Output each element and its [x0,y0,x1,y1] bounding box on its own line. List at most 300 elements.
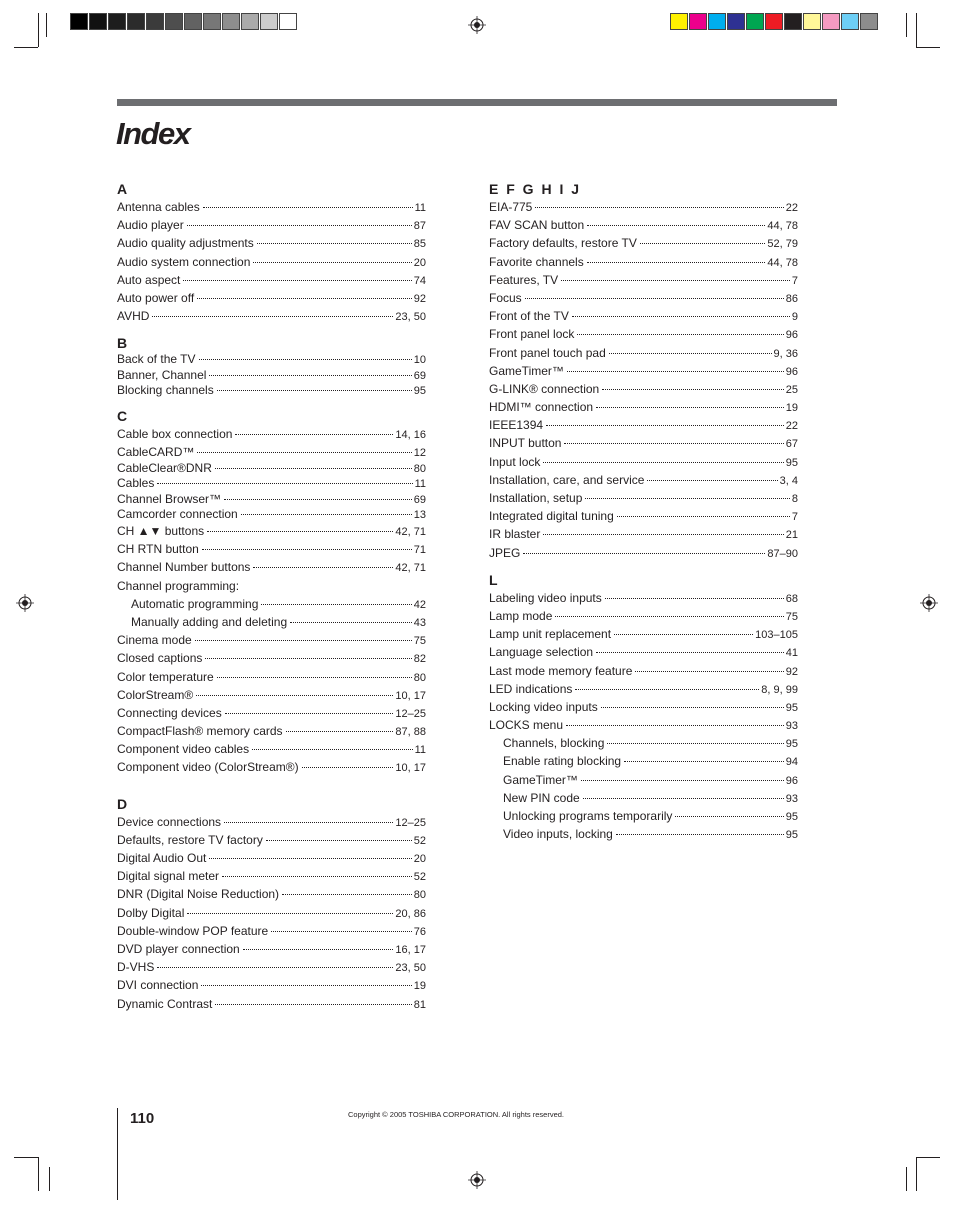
index-entry [117,758,426,776]
index-page-ref: 20, 86 [395,907,426,920]
index-term: CompactFlash® memory cards [117,724,283,739]
dot-leader [205,658,411,659]
dot-leader [675,816,783,817]
dot-leader [561,280,790,281]
index-entry [117,540,426,558]
index-page-ref: 69 [413,369,426,382]
dot-leader [202,549,412,550]
index-entry [117,613,426,631]
color-swatch [670,13,688,30]
index-entry [117,649,426,667]
index-page-ref: 68 [785,592,798,605]
index-page-ref: 9, 36 [773,347,798,360]
dot-leader [617,516,790,517]
index-page-ref: 23, 50 [395,962,426,975]
dot-leader [607,743,783,744]
dot-leader [587,225,765,226]
index-page-ref: 10 [413,354,426,367]
dot-leader [222,876,412,877]
index-page-ref: 95 [785,701,798,714]
index-term: D-VHS [117,960,155,975]
page-title: Index [116,116,190,151]
dot-leader [647,480,777,481]
index-term: Cables [117,476,155,491]
index-term: DNR (Digital Noise Reduction) [117,887,280,902]
dot-leader [217,677,412,678]
index-term: HDMI™ connection [489,400,594,415]
index-page-ref: 7 [791,511,798,524]
index-term: Factory defaults, restore TV [489,236,637,251]
dot-leader [243,949,394,950]
index-entry [489,362,798,380]
index-term: Focus [489,290,522,305]
index-page-ref: 41 [785,647,798,660]
dot-leader [261,604,411,605]
index-term: Component video (ColorStream®) [117,760,299,775]
index-entry [489,825,798,843]
index-page-ref: 11 [414,202,426,214]
dot-leader [253,262,411,263]
index-entry [489,734,798,752]
index-term: Language selection [489,645,594,660]
index-term: Connecting devices [117,705,222,720]
section-letter: A [117,181,130,197]
index-term: JPEG [489,545,521,560]
index-term: Color temperature [117,669,214,684]
index-entry [489,289,798,307]
dot-leader [602,389,784,390]
index-entry [489,434,798,452]
index-entry [489,453,798,471]
index-page-ref: 95 [785,829,798,842]
dot-leader [253,567,393,568]
index-page-ref: 23, 50 [395,311,426,324]
index-entry [117,577,426,595]
dot-leader [596,652,784,653]
dot-leader [282,894,412,895]
index-entry [489,471,798,489]
dot-leader [577,334,783,335]
dot-leader [157,483,412,484]
index-term: Favorite channels [489,254,584,269]
index-page-ref: 11 [414,744,426,757]
index-entry [489,380,798,398]
index-entry [117,704,426,722]
dot-leader [523,553,765,554]
index-term: IR blaster [489,527,541,542]
section-letter: L [489,571,500,588]
index-entry [117,216,426,234]
index-entry [117,253,426,271]
index-term: Audio quality adjustments [117,236,254,251]
index-entry [117,722,426,740]
gray-swatch [184,13,202,30]
index-entry [489,344,798,362]
gray-swatch [70,13,88,30]
index-page-ref: 52 [413,871,426,884]
index-term: Device connections [117,814,222,829]
dot-leader [543,534,783,535]
index-term: Defaults, restore TV factory [117,832,263,847]
index-page-ref: 20 [413,853,426,865]
index-term: Locking video inputs [489,699,598,714]
index-entry [489,325,798,343]
index-entry [489,525,798,543]
section-letter: B [117,335,130,352]
index-entry [489,752,798,770]
dot-leader [616,834,784,835]
dot-leader [252,749,412,750]
index-column-left [117,180,426,1013]
dot-leader [209,858,411,859]
index-page-ref: 14, 16 [395,428,426,441]
index-term: EIA-775 [489,200,533,214]
dot-leader [581,780,784,781]
index-entry [489,507,798,525]
index-entry [117,198,426,216]
index-term: Video inputs, locking [503,827,613,842]
index-page-ref: 42 [413,598,426,611]
index-entry [489,234,798,252]
index-entry [489,589,798,607]
index-term: Channel Number buttons [117,560,251,575]
dot-leader [271,931,412,932]
index-entry [117,476,426,491]
index-term: DVI connection [117,978,199,993]
index-term: Double-window POP feature [117,923,269,938]
index-page-ref: 93 [785,792,798,805]
index-page-ref: 95 [785,738,798,751]
index-page-ref: 96 [785,329,798,342]
dot-leader [564,443,783,444]
index-term: Lamp unit replacement [489,627,612,642]
index-page-ref: 42, 71 [395,562,426,575]
color-swatch [727,13,745,30]
index-term: Digital Audio Out [117,851,207,865]
index-page-ref: 86 [785,292,798,305]
index-page-ref: 80 [413,671,426,684]
index-entry [489,271,798,289]
index-term: CH RTN button [117,542,199,557]
index-entry [117,631,426,649]
dot-leader [290,622,412,623]
index-entry [489,698,798,716]
index-page-ref: 43 [413,616,426,629]
index-entry [489,216,798,234]
index-term: INPUT button [489,436,562,451]
index-entry [489,544,798,562]
dot-leader [566,725,784,726]
index-term: Automatic programming [131,596,259,611]
dot-leader [187,225,412,226]
section-letter: D [117,795,130,812]
index-term: Camcorder connection [117,506,238,521]
dot-leader [217,390,412,391]
index-term: Last mode memory feature [489,663,633,678]
index-term: Auto aspect [117,272,181,287]
index-term: CH ▲▼ buttons [117,524,205,538]
index-term: Input lock [489,454,541,469]
index-term: Back of the TV [117,352,196,367]
index-term: Installation, setup [489,491,583,505]
registration-mark-bottom-icon [468,1171,486,1189]
index-page-ref: 12–25 [395,707,426,720]
index-term: Channels, blocking [503,736,605,751]
index-term: Antenna cables [117,200,200,214]
index-entry [489,253,798,271]
index-page-ref: 80 [413,463,426,476]
index-entry [117,289,426,307]
index-term: Blocking channels [117,382,214,397]
index-page-ref: 12–25 [395,816,426,829]
index-page-ref: 52, 79 [767,238,798,251]
index-page-ref: 21 [785,529,798,542]
dot-leader [195,640,412,641]
dot-leader [215,1004,411,1005]
dot-leader [583,798,784,799]
index-entry [117,443,426,461]
dot-leader [302,767,394,768]
index-term: AVHD [117,309,150,324]
index-term: Dynamic Contrast [117,996,213,1011]
index-entry [489,680,798,698]
index-entry [489,789,798,807]
dot-leader [587,262,766,263]
gray-swatch [203,13,221,30]
index-page-ref: 7 [791,274,798,287]
color-swatch [860,13,878,30]
index-term: Auto power off [117,290,195,305]
index-entry [489,198,798,216]
index-term: Labeling video inputs [489,590,602,605]
dot-leader [196,695,393,696]
index-page-ref: 103–105 [755,629,798,642]
index-entry [117,813,426,831]
gray-swatch [260,13,278,30]
dot-leader [215,468,412,469]
dot-leader [567,371,784,372]
index-page-ref: 8, 9, 99 [761,683,798,696]
index-entry [117,831,426,849]
index-term: Channel programming: [117,578,240,593]
dot-leader [535,207,783,208]
index-entry [117,595,426,613]
index-term: CableCARD™ [117,445,195,460]
gray-swatch [89,13,107,30]
index-term: FAV SCAN button [489,218,585,233]
index-entry [489,607,798,625]
dot-leader [197,298,412,299]
index-entry [117,867,426,885]
index-entry [117,668,426,686]
index-entry [489,771,798,789]
index-entry [117,425,426,443]
index-page-ref: 9 [791,311,798,324]
index-page-ref: 52 [413,834,426,847]
index-page-ref: 95 [785,456,798,469]
dot-leader [257,243,412,244]
color-swatch [746,13,764,30]
index-entry [117,995,426,1013]
copyright-notice: Copyright © 2005 TOSHIBA CORPORATION. All rights reserved. [348,1110,565,1119]
dot-leader [572,316,790,317]
index-entry [117,904,426,922]
index-entry [489,643,798,661]
dot-leader [546,425,784,426]
index-entry [117,234,426,252]
index-entry [117,558,426,576]
index-entry [489,716,798,734]
color-swatch [765,13,783,30]
index-entry [117,522,426,540]
gray-swatch [146,13,164,30]
index-term: G-LINK® connection [489,381,600,396]
index-entry [117,976,426,994]
dot-leader [605,598,784,599]
index-page-ref: 13 [413,508,426,521]
index-page-ref: 93 [785,720,798,733]
dot-leader [225,713,394,714]
index-entry [117,507,426,522]
index-page-ref: 74 [413,274,426,287]
dot-leader [640,243,766,244]
index-entry [117,922,426,940]
index-term: Front panel lock [489,327,575,342]
page-number: 110 [130,1110,155,1127]
dot-leader [543,462,783,463]
index-entry [117,940,426,958]
index-page-ref: 22 [785,202,798,214]
section-letter: E F G H I J [489,181,582,197]
index-term: Audio system connection [117,254,251,269]
dot-leader [575,689,759,690]
index-term: GameTimer™ [503,772,578,787]
color-swatch [822,13,840,30]
index-term: GameTimer™ [489,363,564,378]
index-page-ref: 96 [785,774,798,787]
dot-leader [201,985,411,986]
color-swatch [803,13,821,30]
index-page-ref: 19 [413,980,426,993]
index-page-ref: 75 [785,610,798,623]
dot-leader [241,514,412,515]
index-page-ref: 81 [413,998,426,1011]
index-page-ref: 87–90 [767,547,798,560]
index-page-ref: 44, 78 [767,256,798,269]
index-page-ref: 10, 17 [395,762,426,775]
index-page-ref: 22 [785,420,798,433]
dot-leader [614,634,753,635]
index-term: Unlocking programs temporarily [503,809,673,823]
index-term: Front panel touch pad [489,345,606,360]
index-page-ref: 19 [785,402,798,415]
index-term: Closed captions [117,651,203,666]
index-page-ref: 71 [413,544,426,557]
registration-mark-top-icon [468,16,486,34]
gray-swatch [127,13,145,30]
index-term: Cable box connection [117,426,233,441]
dot-leader [187,913,393,914]
index-term: Channel Browser™ [117,491,222,506]
index-term: DVD player connection [117,941,240,956]
dot-leader [525,298,784,299]
index-term: New PIN code [503,790,580,805]
dot-leader [203,207,413,208]
index-term: Banner, Channel [117,367,207,382]
index-entry [489,398,798,416]
index-page-ref: 69 [413,493,426,506]
index-term: Features, TV [489,272,559,287]
index-term: Digital signal meter [117,869,220,884]
index-entry [117,740,426,758]
index-page-ref: 85 [413,238,426,251]
dot-leader [183,280,411,281]
dot-leader [601,707,784,708]
dot-leader [224,822,393,823]
index-page-ref: 80 [413,889,426,902]
index-page-ref: 82 [413,653,426,666]
index-page-ref: 44, 78 [767,220,798,233]
dot-leader [197,452,411,453]
index-term: LED indications [489,681,573,696]
index-term: LOCKS menu [489,718,564,733]
index-term: IEEE1394 [489,418,544,433]
dot-leader [596,407,784,408]
index-entry [489,307,798,325]
color-swatch [708,13,726,30]
index-term: Installation, care, and service [489,472,645,487]
index-entry [117,958,426,976]
color-swatch [689,13,707,30]
index-term: Front of the TV [489,309,569,324]
index-page-ref: 25 [785,383,798,396]
header-rule [117,99,837,106]
index-entry [117,849,426,867]
dot-leader [207,531,393,532]
index-page-ref: 92 [785,665,798,678]
index-page-ref: 67 [785,438,798,451]
index-page-ref: 87 [413,220,426,233]
index-term: Cinema mode [117,633,192,648]
index-term: Integrated digital tuning [489,509,614,524]
index-page-ref: 12 [413,447,426,460]
index-term: Enable rating blocking [503,754,622,769]
index-page-ref: 76 [413,925,426,938]
registration-mark-left-icon [16,594,34,612]
index-entry [489,489,798,507]
grayscale-calibration-bar [70,13,298,30]
index-entry [117,461,426,476]
dot-leader [224,499,412,500]
index-page-ref: 11 [414,478,426,491]
index-page-ref: 16, 17 [395,943,426,956]
index-entry [489,662,798,680]
dot-leader [152,316,393,317]
index-term: CableClear®DNR [117,461,212,476]
index-page-ref: 95 [785,811,798,823]
index-term: Component video cables [117,742,250,757]
dot-leader [286,731,394,732]
index-page-ref: 92 [413,292,426,305]
index-entry [117,492,426,507]
index-entry [489,807,798,825]
index-term: Dolby Digital [117,905,185,920]
index-entry [117,885,426,903]
color-calibration-bar [670,13,879,30]
gray-swatch [222,13,240,30]
dot-leader [235,434,393,435]
index-page-ref: 87, 88 [395,726,426,739]
